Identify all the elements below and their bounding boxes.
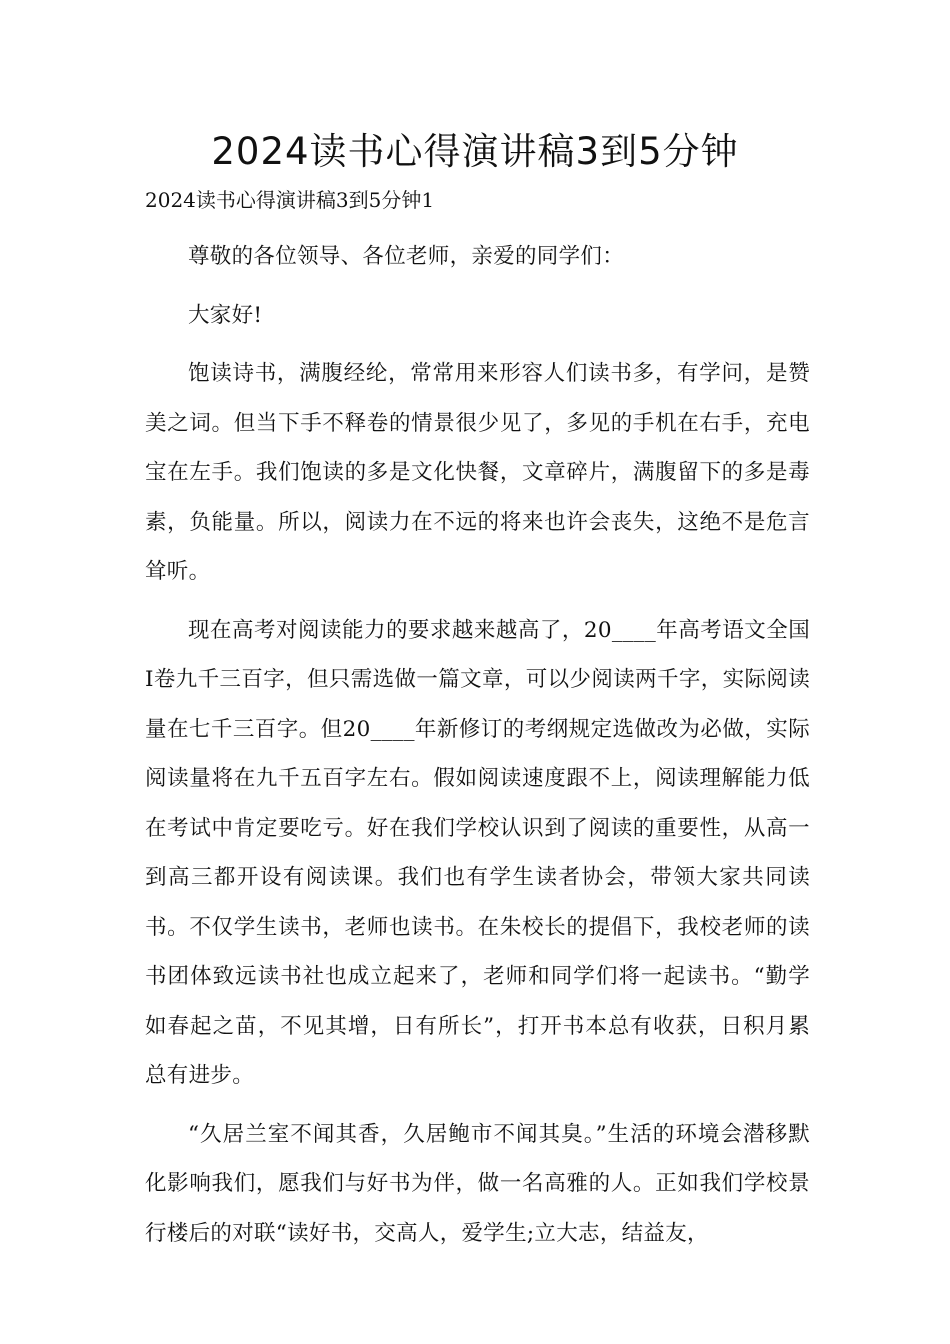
paragraph-1: 饱读诗书，满腹经纶，常常用来形容人们读书多，有学问，是赞美之词。但当下手不释卷的情景很少见了，多见的手机在右手，充电宝在左手。我们饱读的多是文化快餐，文章碎片，满腹留下的多是毒素，负能量。所以，阅读力在不远的将来也许会丧失，这绝不是危言耸听。 [145, 361, 810, 584]
document-subtitle: 2024读书心得演讲稿3到5分钟1 [145, 188, 435, 212]
paragraph-2: 现在高考对阅读能力的要求越来越高了，20____年高考语文全国Ⅰ卷九千三百字，但只需选做一篇文章，可以少阅读两千字，实际阅读量在七千三百字。但20____年新修订的考纲规定选做改为必做，实际阅读量将在九千五百字左右。假如阅读速度跟不上，阅读理解能力低在考试中肯定要吃亏。好在我们学校认识到了阅读的重要性，从高一到高三都开设有阅读课。我们也有学生读者协会，带领大家共同读书。不仅学生读书，老师也读书。在朱校长的提倡下，我校老师的读书团体致远读书社也成立起来了，老师和同学们将一起读书。“勤学如春起之苗，不见其增，日有所长”，打开书本总有收获，日积月累总有进步。 [145, 617, 810, 1088]
paragraph-3: “久居兰室不闻其香，久居鲍市不闻其臭。”生活的环境会潜移默化影响我们，愿我们与好书为伴，做一名高雅的人。正如我们学校景行楼后的对联“读好书，交高人，爱学生;立大志，结益友， [145, 1121, 810, 1246]
document-title: 2024读书心得演讲稿3到5分钟 [211, 130, 739, 173]
document-body [145, 232, 810, 1267]
paragraph-hello: 大家好! [188, 302, 263, 328]
paragraph-greeting: 尊敬的各位领导、各位老师，亲爱的同学们： [188, 244, 625, 269]
